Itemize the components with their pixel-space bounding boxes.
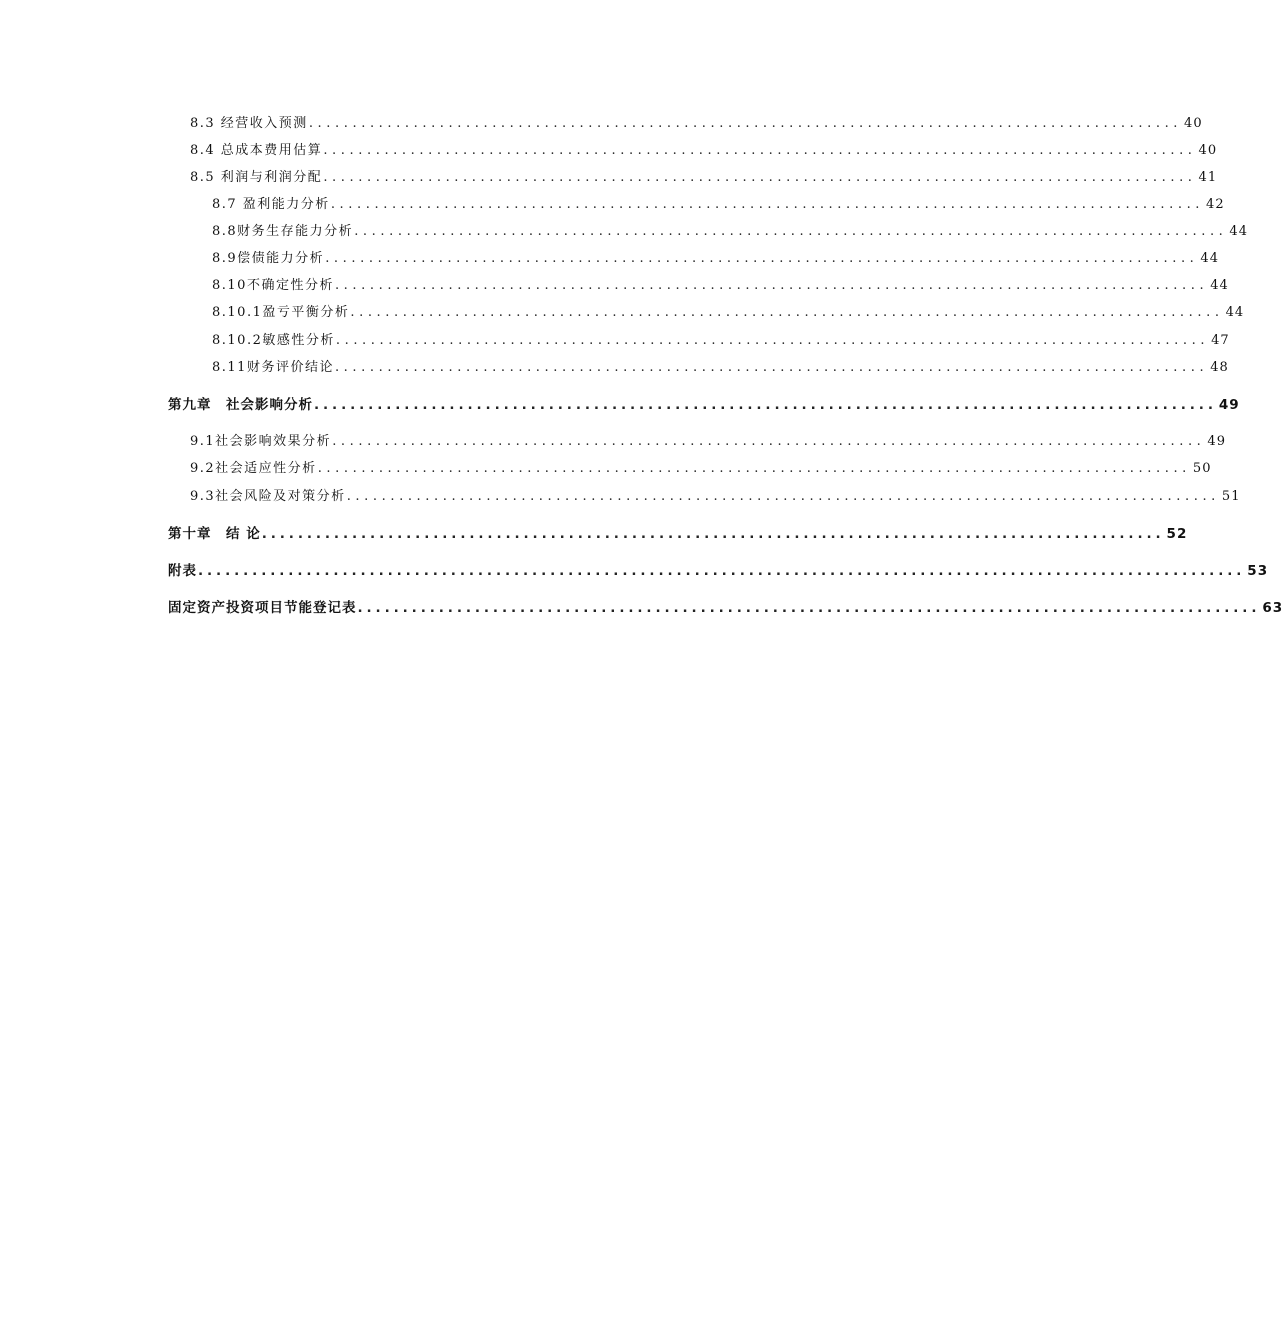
toc-dot-leader: ....................................................................................................	[350, 305, 1224, 320]
toc-dot-leader: ....................................................................................................	[332, 434, 1206, 449]
toc-dot-leader: ....................................................................................................	[334, 360, 1209, 375]
toc-entry-page: 48	[1210, 360, 1229, 375]
toc-dot-leader: ....................................................................................................	[323, 170, 1197, 185]
toc-dot-leader: ....................................................................................................	[261, 526, 1165, 542]
toc-entry-label: 9.1社会影响效果分析	[190, 434, 332, 449]
toc-entry-8-11[interactable]	[212, 359, 1229, 377]
toc-entry-8-4[interactable]	[190, 142, 1218, 160]
toc-appendix[interactable]	[168, 562, 1269, 580]
toc-chapter-label: 附表	[168, 563, 197, 579]
toc-chapter-label: 固定资产投资项目节能登记表	[168, 600, 357, 616]
toc-entry-page: 40	[1184, 116, 1203, 131]
toc-entry-label: 9.3社会风险及对策分析	[190, 489, 346, 504]
toc-entry-label: 8.5 利润与利润分配	[190, 170, 323, 185]
toc-chapter-page: 53	[1247, 563, 1269, 579]
toc-chapter-page: 63	[1262, 600, 1283, 616]
toc-dot-leader: ....................................................................................................	[330, 197, 1205, 212]
toc-entry-label: 8.3 经营收入预测	[190, 116, 308, 131]
toc-entry-8-10-2[interactable]	[212, 332, 1230, 350]
toc-dot-leader: ....................................................................................................	[314, 397, 1217, 413]
toc-entry-page: 49	[1207, 434, 1226, 449]
toc-entry-8-8[interactable]	[212, 223, 1248, 241]
toc-dot-leader: ....................................................................................................	[325, 251, 1199, 266]
toc-chapter-10[interactable]	[168, 525, 1188, 543]
toc-dot-leader: ....................................................................................................	[335, 333, 1210, 348]
toc-dot-leader: ....................................................................................................	[357, 600, 1261, 616]
toc-dot-leader: ....................................................................................................	[346, 489, 1220, 504]
toc-entry-page: 41	[1198, 170, 1218, 185]
toc-dot-leader: ....................................................................................................	[334, 278, 1209, 293]
toc-entry-9-1[interactable]	[190, 433, 1226, 451]
toc-entry-page: 50	[1192, 461, 1212, 476]
toc-entry-label: 8.10.2敏感性分析	[212, 333, 335, 348]
toc-entry-8-3[interactable]	[190, 115, 1203, 133]
toc-entry-page: 42	[1206, 197, 1225, 212]
toc-entry-page: 44	[1200, 251, 1219, 266]
toc-dot-leader: ....................................................................................................	[323, 143, 1197, 158]
toc-entry-9-3[interactable]	[190, 488, 1241, 506]
toc-energy-registration-form[interactable]	[168, 599, 1283, 617]
toc-entry-page: 47	[1211, 333, 1230, 348]
toc-entry-8-7[interactable]	[212, 196, 1225, 214]
toc-entry-page: 44	[1210, 278, 1229, 293]
toc-entry-label: 8.11财务评价结论	[212, 360, 334, 375]
toc-dot-leader: ....................................................................................................................	[198, 563, 1246, 579]
toc-chapter-page: 52	[1166, 526, 1188, 542]
toc-entry-label: 8.7 盈利能力分析	[212, 197, 330, 212]
toc-entry-label: 8.10不确定性分析	[212, 278, 334, 293]
toc-entry-8-5[interactable]	[190, 169, 1218, 187]
toc-chapter-label: 第九章 社会影响分析	[168, 397, 313, 413]
toc-entry-8-9[interactable]	[212, 250, 1219, 268]
toc-entry-label: 9.2社会适应性分析	[190, 461, 317, 476]
toc-entry-label: 8.4 总成本费用估算	[190, 143, 323, 158]
toc-chapter-label: 第十章 结 论	[168, 526, 261, 542]
toc-dot-leader: ....................................................................................................	[317, 461, 1191, 476]
toc-entry-label: 8.10.1盈亏平衡分析	[212, 305, 350, 320]
toc-entry-9-2[interactable]	[190, 460, 1212, 478]
toc-entry-page: 40	[1198, 143, 1218, 158]
toc-chapter-9[interactable]	[168, 396, 1240, 414]
toc-entry-8-10-1[interactable]	[212, 304, 1245, 322]
toc-chapter-page: 49	[1218, 397, 1240, 413]
toc-entry-page: 44	[1225, 305, 1245, 320]
toc-dot-leader: ....................................................................................................	[308, 116, 1183, 131]
toc-entry-label: 8.9偿债能力分析	[212, 251, 325, 266]
toc-entry-label: 8.8财务生存能力分析	[212, 224, 354, 239]
toc-entry-page: 44	[1229, 224, 1248, 239]
toc-entry-page: 51	[1221, 489, 1241, 504]
toc-entry-8-10[interactable]	[212, 277, 1229, 295]
toc-dot-leader: ....................................................................................................	[354, 224, 1228, 239]
